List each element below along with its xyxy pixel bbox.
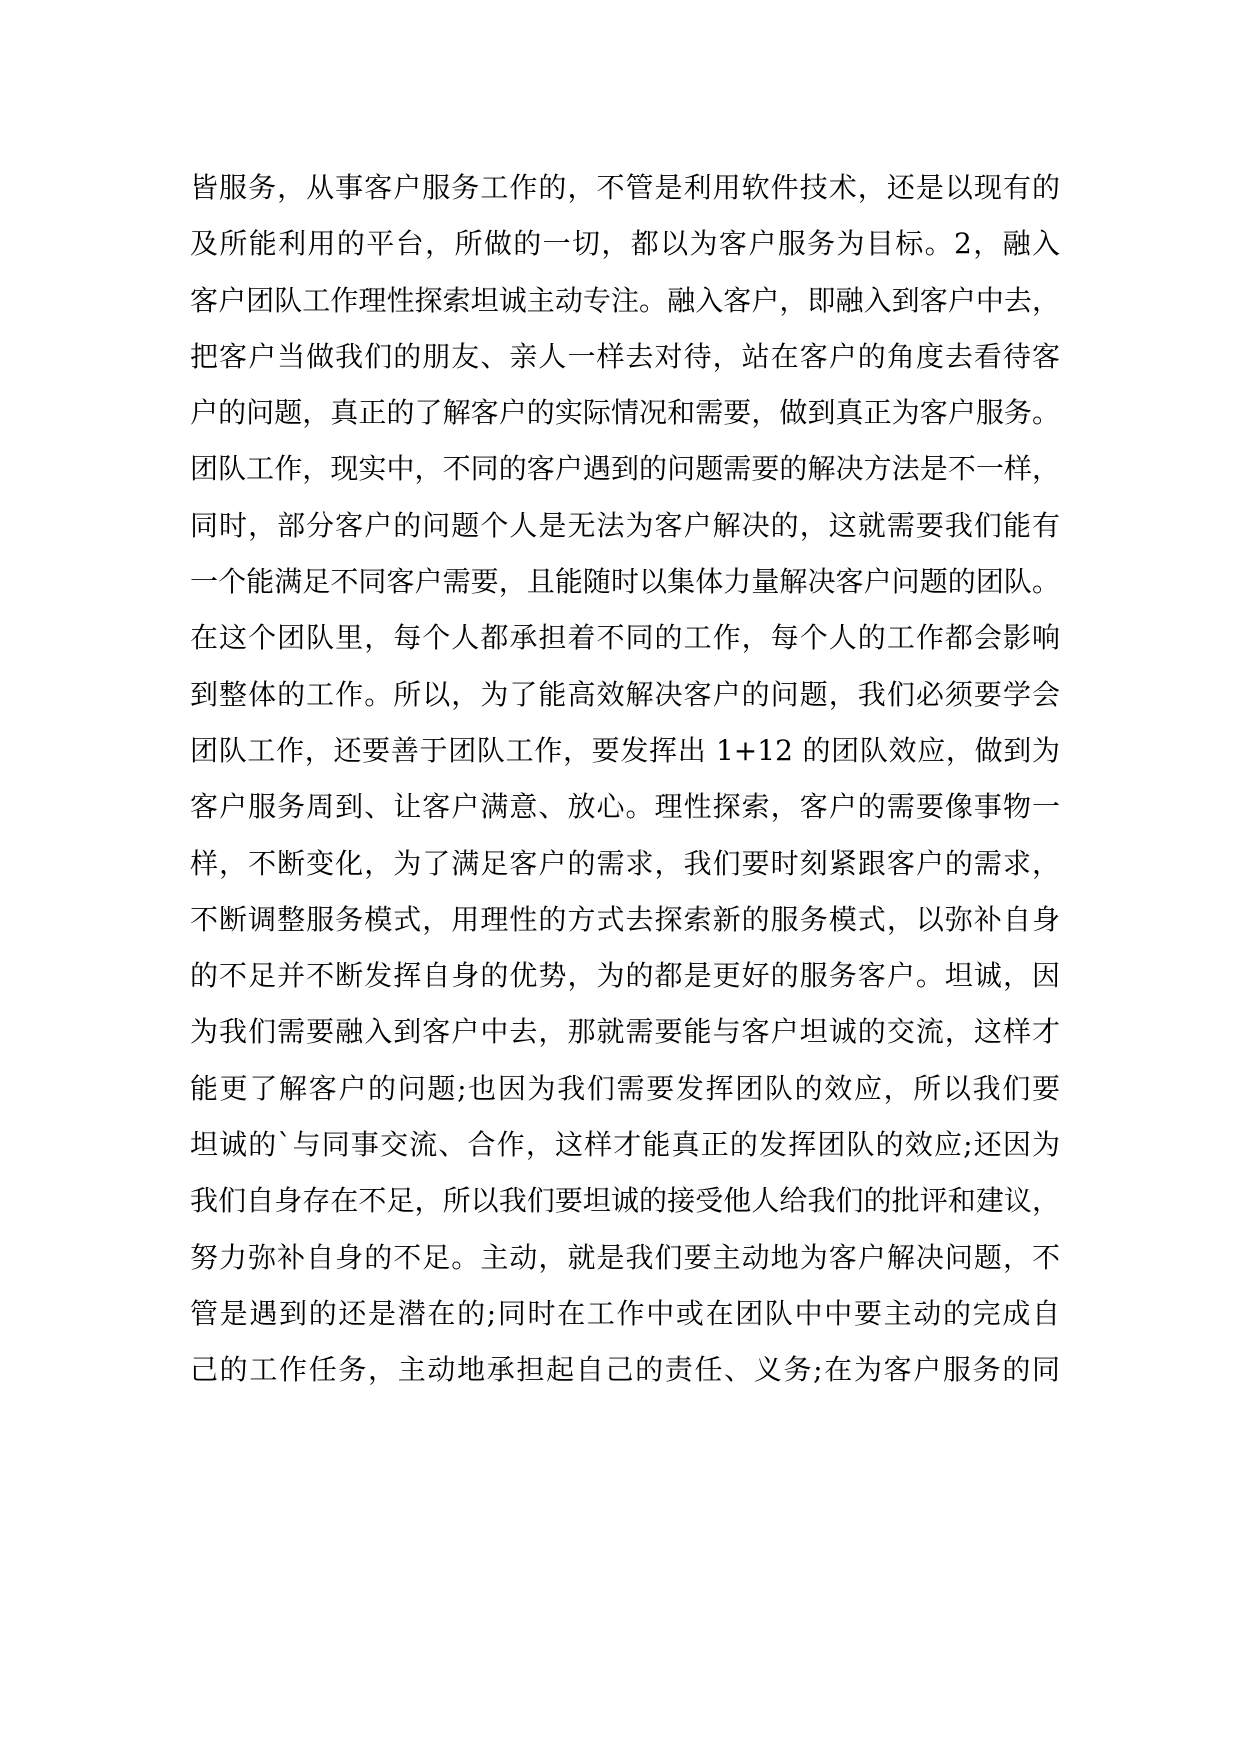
- text-line: 的不足并不断发挥自身的优势，为的都是更好的服务客户。坦诚，因: [190, 959, 1060, 993]
- text-line: 把客户当做我们的朋友、亲人一样去对待，站在客户的角度去看待客: [190, 339, 1060, 373]
- text-line: 团队工作，还要善于团队工作，要发挥出 1+12 的团队效应，做到为: [190, 733, 1060, 767]
- document-body: [190, 160, 1060, 1399]
- text-line: 及所能利用的平台，所做的一切，都以为客户服务为目标。2，融入: [190, 227, 1060, 261]
- text-line: 客户团队工作理性探索坦诚主动专注。融入客户，即融入到客户中去，: [190, 283, 1060, 317]
- text-line: 努力弥补自身的不足。主动，就是我们要主动地为客户解决问题，不: [190, 1240, 1060, 1274]
- text-line: 能更了解客户的问题;也因为我们需要发挥团队的效应，所以我们要: [190, 1071, 1060, 1105]
- text-line: 客户服务周到、让客户满意、放心。理性探索，客户的需要像事物一: [190, 790, 1060, 824]
- text-line: 到整体的工作。所以，为了能高效解决客户的问题，我们必须要学会: [190, 677, 1060, 711]
- text-line: 团队工作，现实中，不同的客户遇到的问题需要的解决方法是不一样，: [190, 452, 1060, 486]
- text-line: 己的工作任务，主动地承担起自己的责任、义务;在为客户服务的同: [190, 1353, 1060, 1387]
- text-line: 为我们需要融入到客户中去，那就需要能与客户坦诚的交流，这样才: [190, 1015, 1060, 1049]
- text-line: 管是遇到的还是潜在的;同时在工作中或在团队中中要主动的完成自: [190, 1296, 1060, 1330]
- text-line: 坦诚的`与同事交流、合作，这样才能真正的发挥团队的效应;还因为: [190, 1128, 1060, 1162]
- text-line: 同时，部分客户的问题个人是无法为客户解决的，这就需要我们能有: [190, 508, 1060, 542]
- text-line: 皆服务，从事客户服务工作的，不管是利用软件技术，还是以现有的: [190, 171, 1060, 204]
- text-line: 样，不断变化，为了满足客户的需求，我们要时刻紧跟客户的需求，: [190, 846, 1060, 880]
- text-line: 一个能满足不同客户需要，且能随时以集体力量解决客户问题的团队。: [190, 565, 1060, 599]
- text-line: 不断调整服务模式，用理性的方式去探索新的服务模式，以弥补自身: [190, 902, 1060, 936]
- text-line: 户的问题，真正的了解客户的实际情况和需要，做到真正为客户服务。: [190, 396, 1060, 430]
- text-line: 在这个团队里，每个人都承担着不同的工作，每个人的工作都会影响: [190, 621, 1060, 655]
- text-line: 我们自身存在不足，所以我们要坦诚的接受他人给我们的批评和建议，: [190, 1184, 1060, 1218]
